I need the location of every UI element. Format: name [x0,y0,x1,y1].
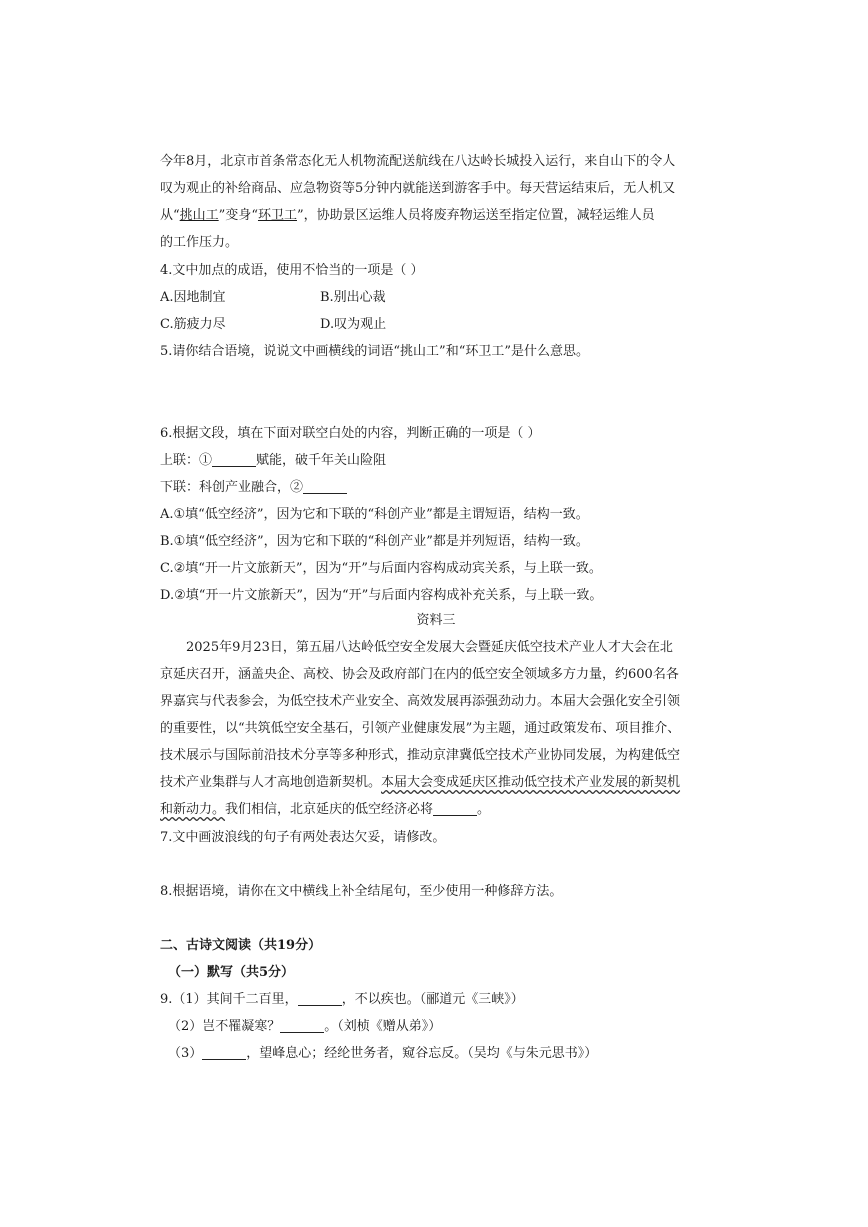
passage-line: 和新动力。我们相信，北京延庆的低空经济必将 。 [160,796,712,823]
option-c[interactable]: C.②填“开一片文旅新天”，因为“开”与后面内容构成动宾关系，与上联一致。 [160,561,602,576]
passage-line: 的工作压力。 [160,235,239,250]
option-d[interactable]: D.②填“开一片文旅新天”，因为“开”与后面内容构成补充关系，与上联一致。 [160,588,603,603]
question-stem: 5.请你结合语境，说说文中画横线的词语“挑山工”和“环卫工”是什么意思。 [160,344,589,359]
wavy-underlined-sentence: 本届大会变成延庆区推动低空技术产业发展的新契机 [381,775,681,790]
option-d[interactable]: D.叹为观止 [320,317,387,332]
section-title: 二、古诗文阅读（共19分） [160,938,322,953]
question-8 [160,878,712,905]
passage-line: 从“挑山工”变身“环卫工”，协助景区运维人员将废弃物运送至指定位置，减轻运维人员 [160,208,655,223]
question-7 [160,824,712,851]
passage-line: 2025年9月23日，第五届八达岭低空安全发展大会暨延庆低空技术产业人才大会在北 [186,640,673,655]
question-9-3: （3） ，望峰息心；经纶世务者，窥谷忘反。（吴均《与朱元思书》） [160,1040,712,1067]
question-stem: 6.根据文段，填在下面对联空白处的内容，判断正确的一项是（ ） [160,426,541,441]
option-c[interactable]: C.筋疲力尽 [160,317,226,332]
passage-line: 的重要性，以“共筑低空安全基石，引领产业健康发展”为主题，通过政策发布、项目推介、 [160,721,681,736]
question-9-1: 9.（1）其间千二百里， ，不以疾也。（郦道元《三峡》） [160,986,712,1013]
passage-line: 叹为观止的补给商品、应急物资等5分钟内就能送到游客手中。每天营运结束后，无人机又 [160,181,676,196]
material-3 [160,607,712,823]
option-a[interactable]: A.因地制宜 [160,290,226,305]
question-stem: 4.文中加点的成语，使用不恰当的一项是（ ） [160,263,424,278]
answer-blank[interactable] [202,1043,246,1060]
answer-blank[interactable] [280,1016,324,1033]
passage-paragraph-1 [160,148,712,256]
option-b[interactable]: B.①填“低空经济”，因为它和下联的“科创产业”都是并列短语，结构一致。 [160,534,589,549]
question-5 [160,338,712,365]
answer-blank[interactable] [303,477,347,494]
answer-blank[interactable] [212,450,256,467]
answer-blank[interactable] [298,989,342,1006]
wavy-underlined-sentence: 和新动力。 [160,802,226,817]
passage-line: 京延庆召开，涵盖央企、高校、协会及政府部门在内的低空安全领域多方力量，约600名各 [160,667,679,682]
question-6 [160,420,712,609]
passage-line: 今年8月，北京市首条常态化无人机物流配送航线在八达岭长城投入运行，来自山下的令人 [160,154,676,169]
option-a[interactable]: A.①填“低空经济”，因为它和下联的“科创产业”都是主谓短语，结构一致。 [160,507,589,522]
passage-line: 技术产业集群与人才高地创造新契机。本届大会变成延庆区推动低空技术产业发展的新契机 [160,775,681,790]
question-9-2: （2）岂不罹凝寒？ 。（刘桢《赠从弟》） [160,1013,712,1040]
material-title: 资料三 [416,613,456,628]
underlined-word-huanweigong: 环卫工 [257,208,297,223]
subsection-title: （一）默写（共5分） [168,965,295,980]
question-stem: 8.根据语境，请你在文中横线上补全结尾句，至少使用一种修辞方法。 [160,884,563,899]
question-4 [160,257,712,338]
passage-line: 技术展示与国际前沿技术分享等多种形式，推动京津冀低空技术产业协同发展，为构建低空 [160,748,681,763]
question-stem: 7.文中画波浪线的句子有两处表达欠妥，请修改。 [160,830,446,845]
couplet-upper: 上联：① 赋能，破千年关山险阻 [160,447,712,474]
option-b[interactable]: B.别出心裁 [320,290,386,305]
couplet-lower: 下联：科创产业融合，② [160,474,712,501]
underlined-word-tiaoshangong: 挑山工 [179,208,219,223]
answer-blank[interactable] [433,799,477,816]
passage-line: 界嘉宾与代表参会，为低空技术产业安全、高效发展再添强劲动力。本届大会强化安全引领 [160,694,681,709]
section-2 [160,932,712,1067]
